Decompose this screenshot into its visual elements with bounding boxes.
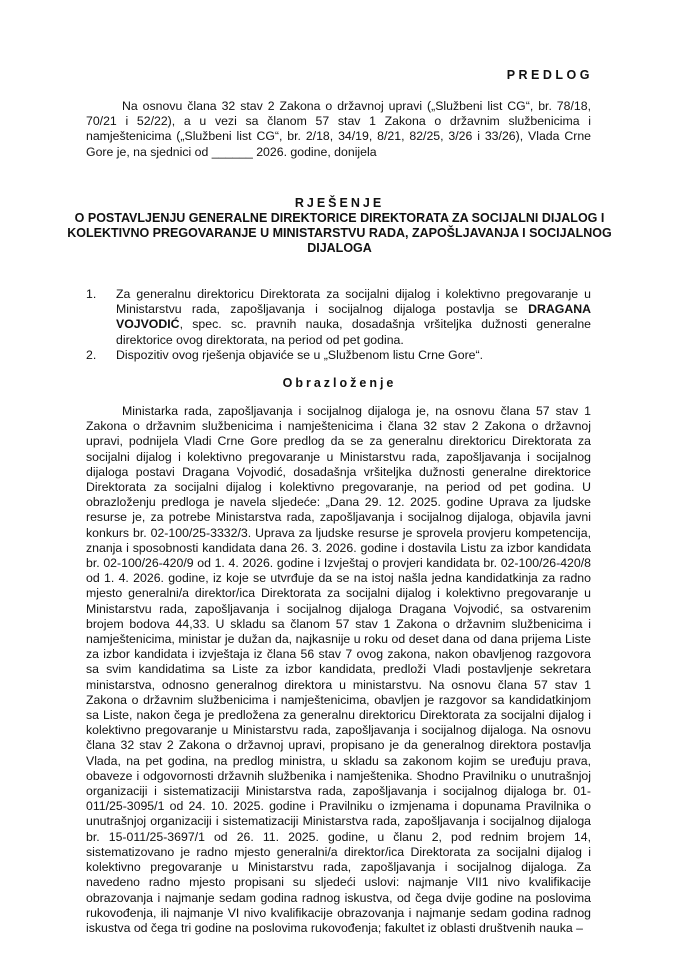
list-item	[86, 348, 591, 363]
list-item-number: 1.	[86, 287, 97, 301]
explanation-heading: Obrazloženje	[282, 376, 397, 390]
preamble-paragraph: Na osnovu člana 32 stav 2 Zakona o državnoj upravi („Službeni list CG“, br. 78/18, 70/21 i 52/22), a u vezi sa članom 57 stav 1 Zakona o državnim službenicima i namještenicima („Službeni list CG“, br. 2/18, 34/19, 8/21, 82/25, 3/26 i 33/26), Vlada Crne Gore je, na sjednici od ______ 2026. godine, donijela	[86, 99, 591, 159]
title-subject: O POSTAVLJENJU GENERALNE DIREKTORICE DIREKTORATA ZA SOCIJALNI DIJALOG I KOLEKTIVNO PREGOVARANJE U MINISTARSTVU RADA, ZAPOŠLJAVANJA I SOCIJALNOG DIJALOGA	[67, 211, 612, 255]
explanation-paragraph: Ministarka rada, zapošljavanja i socijalnog dijaloga je, na osnovu člana 57 stav 1 Zakona o državnim službenicima i namještenicima i člana 32 stav 2 Zakona o državnoj upravi, podnijela Vladi Crne Gore predlog da se za generalnu direktoricu Direktorata za socijalni dijalog i kolektivno pregovaranje u Ministarstvu rada, zapošljavanja i socijalnog dijaloga postavi Dragana Vojvodić, dosadašnja vršiteljka dužnosti generalne direktorice Direktorata za socijalni dijalog i kolektivno pregovaranje, na period od pet godina. U obrazloženju predloga je navela sljedeće: „Dana 29. 12. 2025. godine Uprava za ljudske resurse je, za potrebe Ministarstva rada, zapošljavanja i socijalnog dijaloga, objavila javni konkurs br. 02-100/25-3332/3. Uprava za ljudske resurse je sprovela provjeru kompetencija, znanja i sposobnosti kandidata dana 26. 3. 2026. godine i dostavila Listu za izbor kandidata br. 02-100/26-420/9 od 1. 4. 2026. godine i Izvještaj o provjeri kandidata br. 02-100/26-420/8 od 1. 4. 2026. godine, iz koje se utvrđuje da se na istoj našla jedna kandidatkinja za radno mjesto generalni/a direktor/ica Direktorata za socijalni dijalog i kolektivno pregovaranje u Ministarstvu rada, zapošljavanja i socijalnog dijaloga Dragana Vojvodić, sa ostvarenim brojem bodova 44,33. U skladu sa članom 57 stav 1 Zakona o državnim službenicima i namještenicima, ministar je dužan da, najkasnije u roku od deset dana od dana prijema Liste za izbor kandidata i izvještaja iz člana 56 stav 7 ovog zakona, nakon obavljenog razgovora sa svim kandidatima sa Liste za izbor kandidata, predloži Vladi postavljenje sekretara ministarstva, odnosno generalnog direktora u ministarstvu. Na osnovu člana 57 stav 1 Zakona o državnim službenicima i namještenicima, obavljen je razgovor sa kandidatkinjom sa Liste, nakon čega je predložena za generalnu direktoricu Direktorata za socijalni dijalog i kolektivno pregovaranje u Ministarstvu rada, zapošljavanja i socijalnog dijaloga. Na osnovu člana 32 stav 2 Zakona o državnoj upravi, propisano je da generalnog direktora postavlja Vlada, na pet godina, na predlog ministra, u skladu sa zakonom kojim se uređuju prava, obaveze i odgovornosti državnih službenika i namještenika. Shodno Pravilniku o unutrašnjoj organizaciji i sistematizaciji Ministarstva rada, zapošljavanja i socijalnog dijaloga br. 01-011/25-3095/1 od 24. 10. 2025. godine i Pravilniku o izmjenama i dopunama Pravilnika o unutrašnjoj organizaciji i sistematizaciji Ministarstva rada, zapošljavanja i socijalnog dijaloga br. 15-011/25-3697/1 od 26. 11. 2025. godine, u članu 2, pod rednim brojem 14, sistematizovano je radno mjesto generalni/a direktor/ica Direktorata za socijalni dijalog i kolektivno pregovaranje u Ministarstvu rada, zapošljavanja i socijalnog dijaloga. Za navedeno radno mjesto propisani su sljedeći uslovi: najmanje VII1 nivo kvalifikacije obrazovanja i najmanje sedam godina radnog iskustva, od čega dvije godine na poslovima rukovođenja, ili najmanje VI nivo kvalifikacije obrazovanja i najmanje sedam godina radnog iskustva od čega tri godine na poslovima rukovođenja; fakultet iz oblasti društvenih nauka –	[86, 404, 591, 935]
title-main: RJEŠENJE	[294, 196, 385, 210]
list-item-text: Dispozitiv ovog rješenja objaviće se u „Službenom listu Crne Gore“.	[116, 347, 484, 362]
decision-list	[86, 287, 591, 363]
list-item-number: 2.	[86, 347, 97, 362]
document-title	[60, 196, 619, 256]
document-label: PREDLOG	[506, 68, 593, 82]
list-item	[86, 287, 591, 348]
list-item-text-before: Za generalnu direktoricu Direktorata za socijalni dijalog i kolektivno pregovaranje u Ministarstvu rada, zapošljavanja i socijalnog dijaloga postavlja se	[116, 287, 591, 317]
list-item-text-after: , spec. sc. pravnih nauka, dosadašnja vršiteljka dužnosti generalne direktorice ovog direktorata, na period od pet godina.	[116, 317, 591, 347]
appointee-name: DRAGANA VOJVODIĆ	[116, 302, 591, 332]
